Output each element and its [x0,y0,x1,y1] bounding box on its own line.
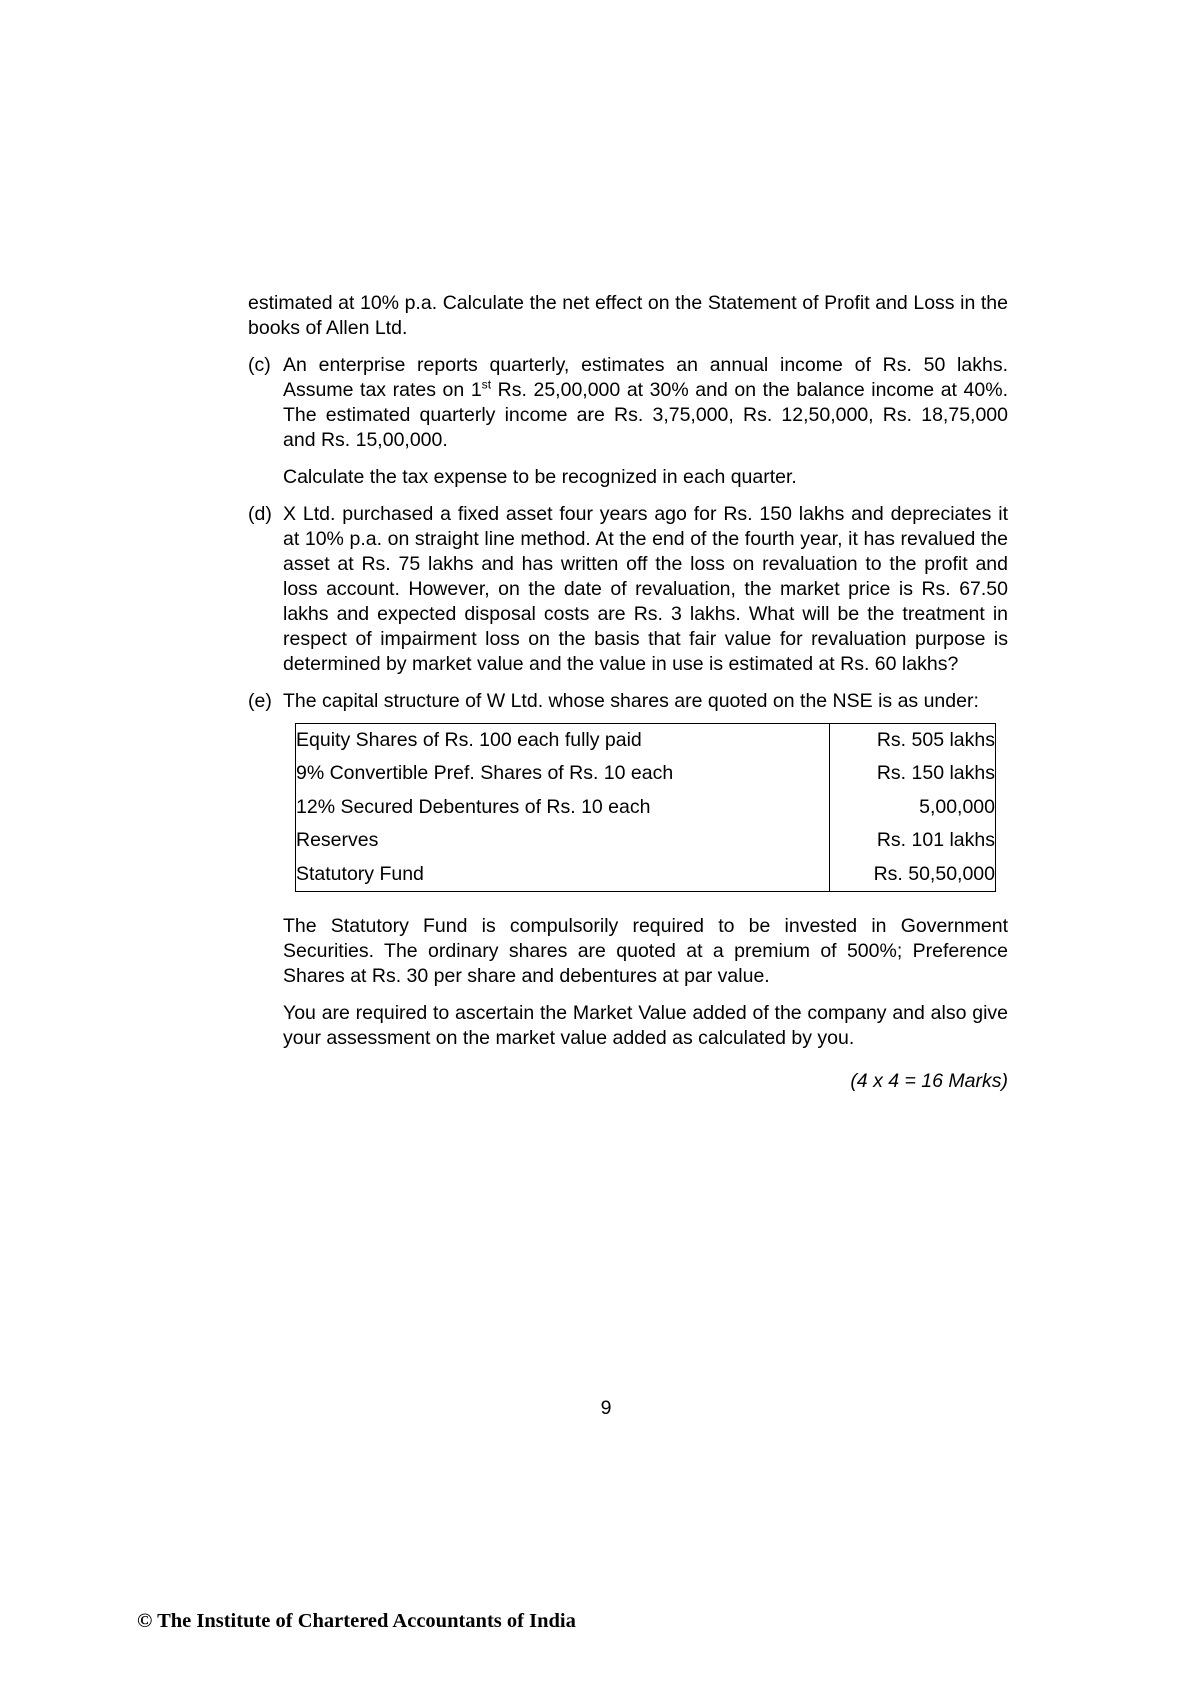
question-item-c [248,353,1008,502]
table-cell-item: Equity Shares of Rs. 100 each fully paid [296,724,830,758]
table-cell-value: Rs. 101 lakhs [830,824,996,857]
intro-paragraph: estimated at 10% p.a. Calculate the net effect on the Statement of Profit and Loss in the books of Allen Ltd. [248,292,1008,339]
statutory-fund-paragraph: The Statutory Fund is compulsorily required to be invested in Government Securities. The ordinary shares are quoted at a premium of 500%; Preference Shares at Rs. 30 per share and debentures at par value. [283,915,1008,988]
item-e-label: (e) [248,690,272,712]
table-cell-value: 5,00,000 [830,791,996,824]
table-cell-value: Rs. 505 lakhs [830,724,996,758]
item-d-label: (d) [248,503,272,525]
marks-annotation: (4 x 4 = 16 Marks) [850,1070,1008,1093]
item-c-paragraph-2: Calculate the tax expense to be recognized in each quarter. [283,466,797,488]
table-cell-item: Statutory Fund [296,858,830,892]
item-c-body [283,353,1008,502]
copyright-footer: © The Institute of Chartered Accountants of India [137,1610,576,1632]
table-row [296,824,996,857]
table-cell-value: Rs. 150 lakhs [830,757,996,790]
question-paper-content [248,291,1008,1094]
table-row [296,791,996,824]
capital-structure-table [295,723,996,892]
item-c-text-before-sup: An enterprise reports quarterly, estimates an annual income of Rs. 50 lakhs. Assume tax rates on 1 [283,354,1008,401]
item-c-text-after-sup: Rs. 25,00,000 at 30% and on the balance income at 40%. The estimated quarterly income are Rs. 3,75,000, Rs. 12,50,000, Rs. 18,75,000 and Rs. 15,00,000. [283,379,1008,451]
ordinal-superscript: st [481,377,492,392]
question-item-d [248,502,1008,689]
item-d-body [283,502,1008,689]
item-e-body [283,689,1008,1094]
item-e-paragraph: The capital structure of W Ltd. whose shares are quoted on the NSE is as under: [283,690,979,712]
table-cell-value: Rs. 50,50,000 [830,858,996,892]
requirement-paragraph: You are required to ascertain the Market Value added of the company and also give your assessment on the market value added as calculated by you. [283,1002,1008,1050]
table-cell-item: 12% Secured Debentures of Rs. 10 each [296,791,830,824]
question-item-e [248,689,1008,1094]
table-row [296,858,996,892]
table-cell-item: Reserves [296,824,830,857]
item-c-label: (c) [248,354,271,376]
table-row [296,724,996,758]
table-row [296,757,996,790]
page-number: 9 [600,1397,612,1419]
item-c-paragraph-1 [283,353,1008,453]
item-d-paragraph: X Ltd. purchased a fixed asset four years ago for Rs. 150 lakhs and depreciates it at 10% p.a. on straight line method. At the end of the fourth year, it has revalued the asset at Rs. 75 lakhs and has written off the loss on revaluation to the profit and loss account. However, on the date of revaluation, the market price is Rs. 67.50 lakhs and expected disposal costs are Rs. 3 lakhs. What will be the treatment in respect of impairment loss on the basis that fair value for revaluation purpose is determined by market value and the value in use is estimated at Rs. 60 lakhs? [283,503,1008,675]
table-cell-item: 9% Convertible Pref. Shares of Rs. 10 each [296,757,830,790]
